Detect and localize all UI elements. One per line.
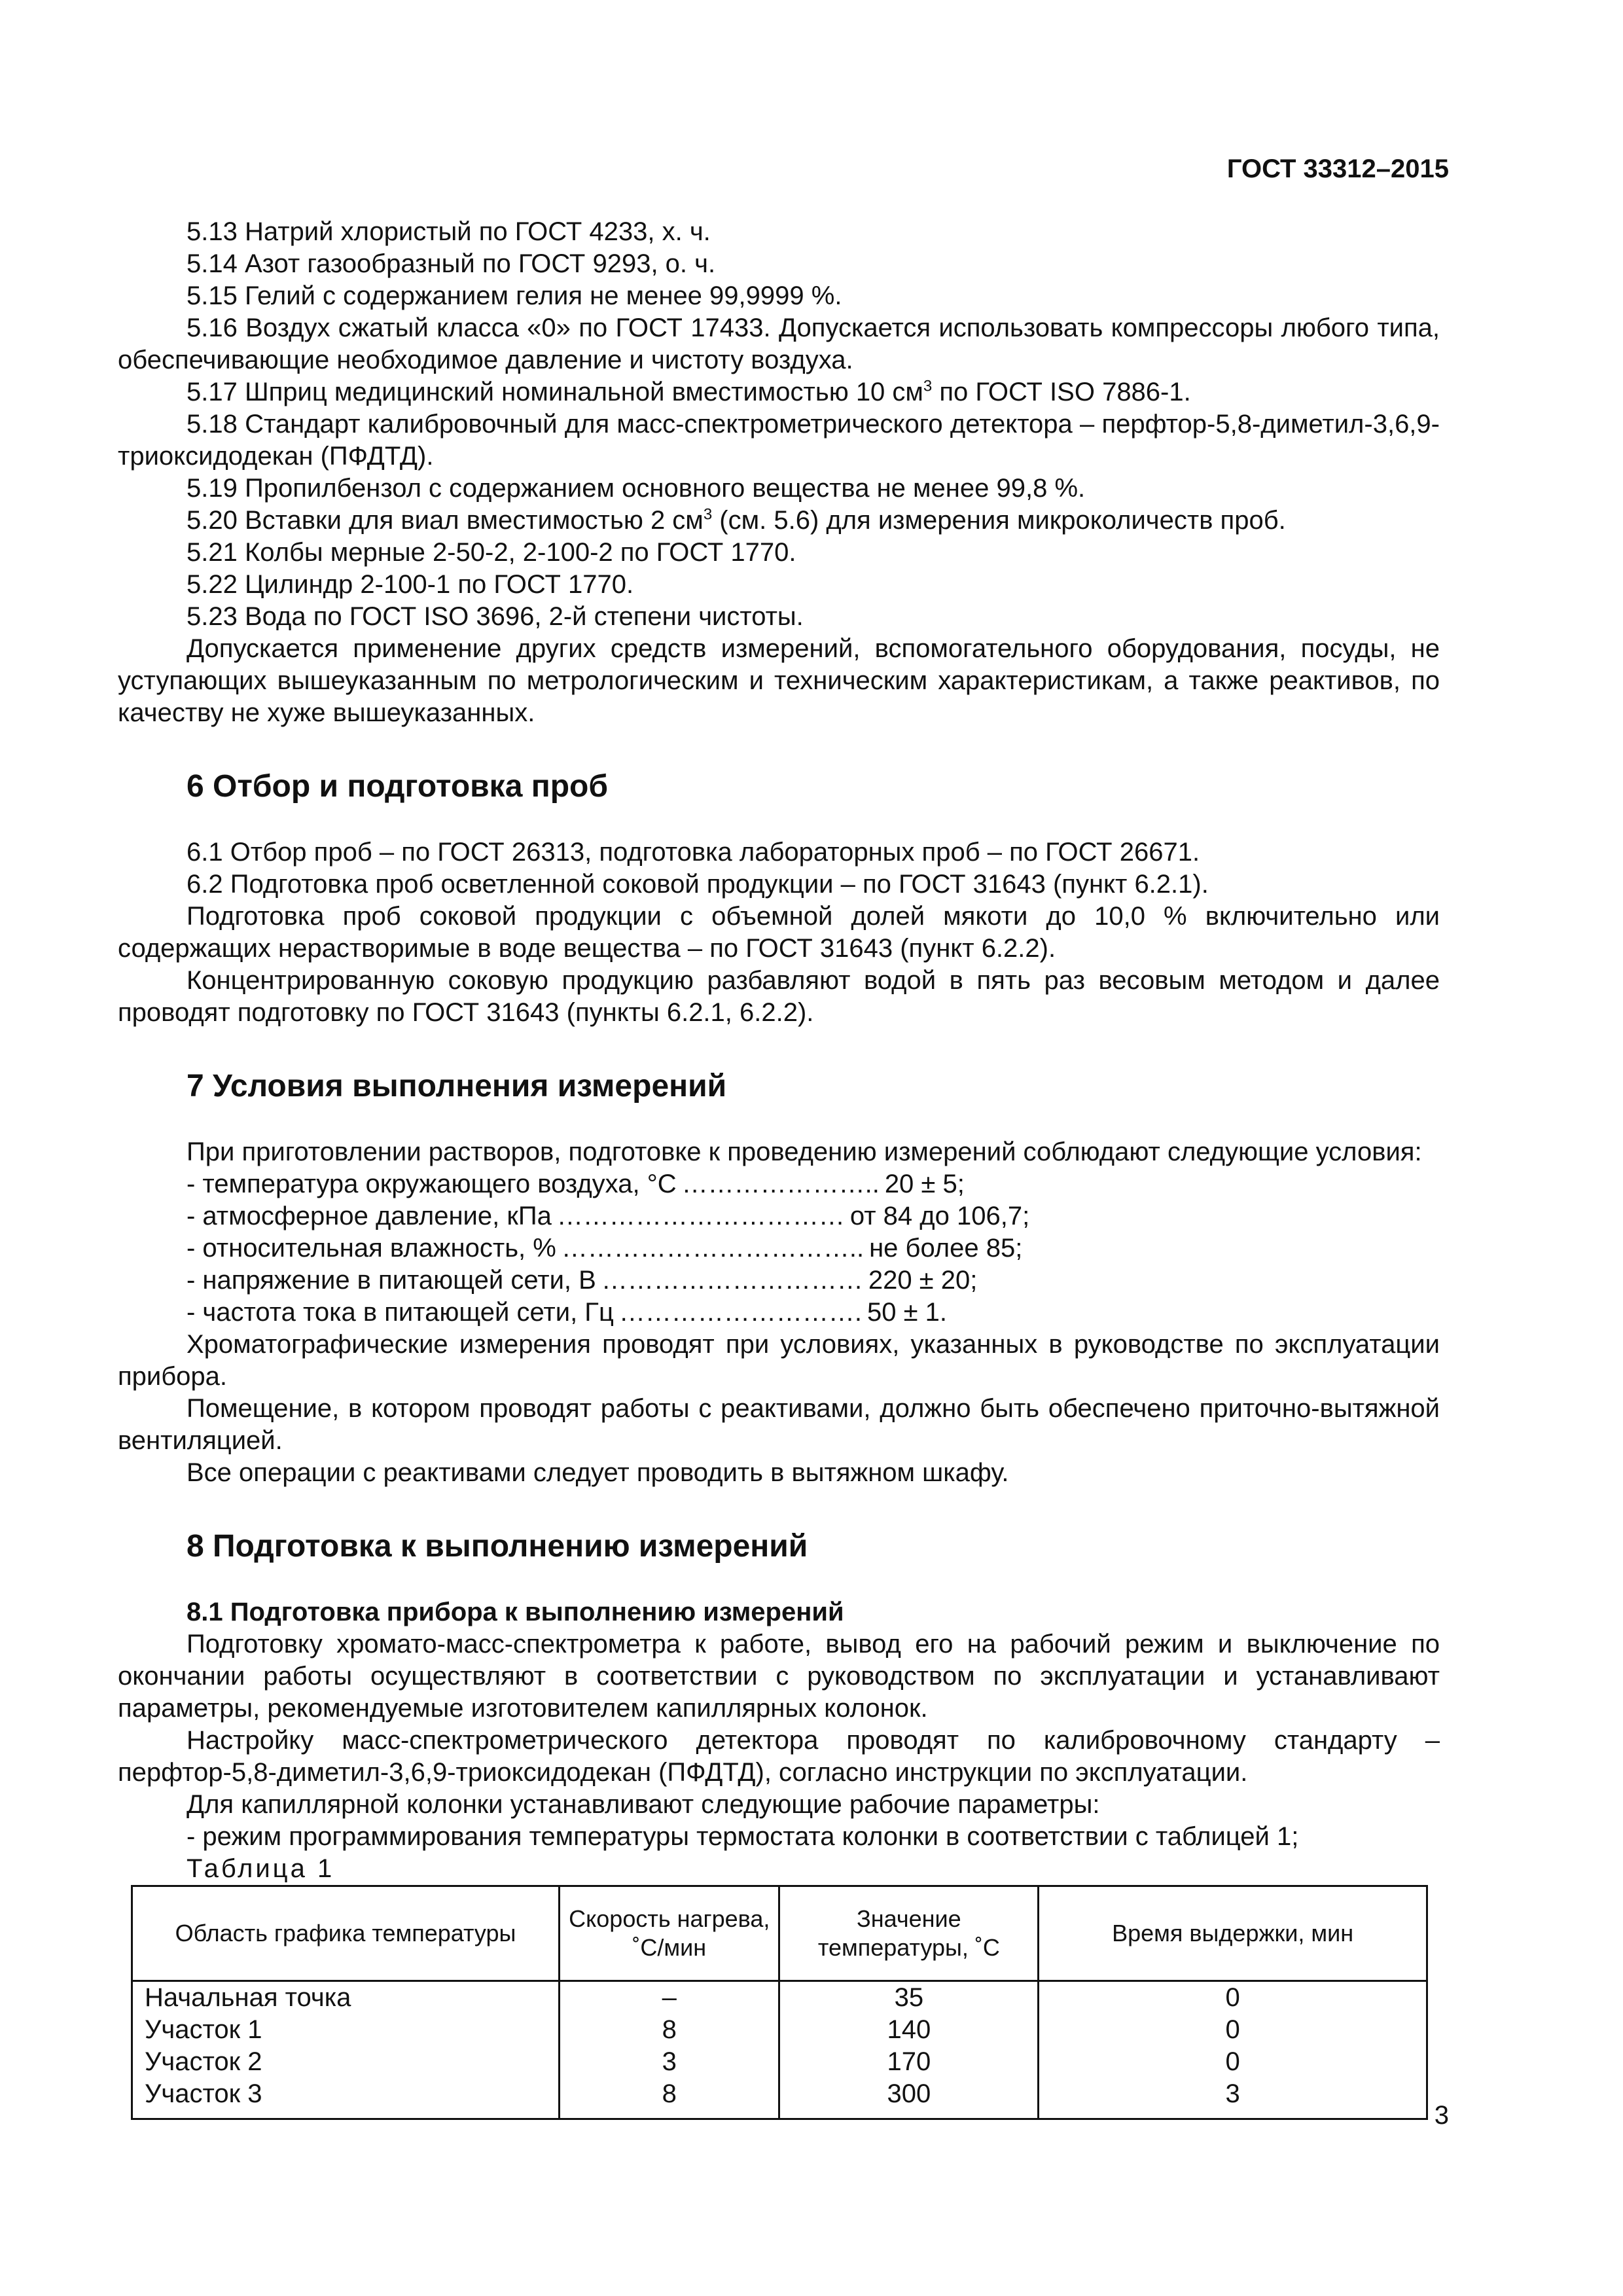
- table-header-row: [132, 1886, 1427, 1981]
- item-5-13: 5.13 Натрий хлористый по ГОСТ 4233, х. ч.: [187, 217, 711, 246]
- item-5-17-text-a: 5.17 Шприц медицинский номинальной вместимостью 10 см: [187, 378, 923, 406]
- table-header-cell: Значение температуры, ˚С: [779, 1886, 1039, 1981]
- table-cell: 3: [1039, 2078, 1427, 2119]
- table-cell: Участок 1: [132, 2014, 560, 2046]
- item-5-18: 5.18 Стандарт калибровочный для масс-спектрометрического детектора – перфтор-5,8-диметил-3,6,9-триоксидодекан (ПФДТД).: [118, 410, 1440, 471]
- condition-label: - температура окружающего воздуха, °С: [187, 1170, 677, 1198]
- table-cell: 35: [779, 1981, 1039, 2015]
- condition-value: не более 85;: [869, 1234, 1023, 1263]
- condition-row: [118, 1232, 1440, 1265]
- item-5-20-text-b: (см. 5.6) для измерения микроколичеств проб.: [712, 506, 1286, 535]
- item-5-17: [118, 376, 1440, 408]
- condition-row: [118, 1265, 1440, 1297]
- condition-row: [118, 1168, 1440, 1200]
- condition-value: 220 ± 20;: [868, 1266, 978, 1295]
- section-8-title: 8 Подготовка к выполнению измерений: [187, 1529, 808, 1564]
- item-5-19: 5.19 Пропилбензол с содержанием основного вещества не менее 99,8 %.: [187, 474, 1086, 503]
- condition-row: [118, 1297, 1440, 1329]
- section7-para-1: Хроматографические измерения проводят при условиях, указанных в руководстве по эксплуатации прибора.: [118, 1330, 1440, 1391]
- table-cell: 0: [1039, 2046, 1427, 2078]
- section8-para-1: Подготовку хромато-масс-спектрометра к работе, вывод его на рабочий режим и выключение по окончании работы осуществляют в соответствии с руководством по эксплуатации и устанавливают параметры, рекомендуемые изготовителем капиллярных колонок.: [118, 1630, 1440, 1723]
- condition-label: - напряжение в питающей сети, В: [187, 1266, 596, 1295]
- section6-para-2: 6.2 Подготовка проб осветленной соковой продукции – по ГОСТ 31643 (пункт 6.2.1).: [187, 870, 1209, 899]
- table-cell: Участок 3: [132, 2078, 560, 2119]
- section6-para-3: Подготовка проб соковой продукции с объемной долей мякоти до 10,0 % включительно или содержащих нерастворимые в воде вещества – по ГОСТ 31643 (пункт 6.2.2).: [118, 902, 1440, 963]
- page-number: 3: [1434, 2101, 1449, 2130]
- section6-para-1: 6.1 Отбор проб – по ГОСТ 26313, подготовка лабораторных проб – по ГОСТ 26671.: [187, 838, 1200, 867]
- item-5-21: 5.21 Колбы мерные 2-50-2, 2-100-2 по ГОСТ 1770.: [187, 538, 796, 567]
- section6-para-4: Концентрированную соковую продукцию разбавляют водой в пять раз весовым методом и далее проводят подготовку по ГОСТ 31643 (пункты 6.2.1, 6.2.2).: [118, 966, 1440, 1027]
- section7-para-3: Все операции с реактивами следует проводить в вытяжном шкафу.: [187, 1458, 1009, 1487]
- table-cell: 8: [560, 2078, 779, 2119]
- document-header: ГОСТ 33312–2015: [1226, 154, 1449, 183]
- item-5-20: [118, 505, 1440, 537]
- section-7-title: 7 Условия выполнения измерений: [187, 1069, 727, 1103]
- condition-value: 50 ± 1.: [867, 1298, 948, 1327]
- condition-leader: ……………………………..: [561, 1234, 865, 1263]
- section5-note: Допускается применение других средств измерений, вспомогательного оборудования, посуды, не уступающих вышеуказанным по метрологическим и техническим характеристикам, а также реактивов, по качеству не хуже вышеуказанных.: [118, 634, 1440, 727]
- table-cell: 0: [1039, 2014, 1427, 2046]
- table-cell: 3: [560, 2046, 779, 2078]
- table-cell: Участок 2: [132, 2046, 560, 2078]
- item-5-22: 5.22 Цилиндр 2-100-1 по ГОСТ 1770.: [187, 570, 634, 599]
- item-5-15: 5.15 Гелий с содержанием гелия не менее 99,9999 %.: [187, 281, 842, 310]
- item-5-23: 5.23 Вода по ГОСТ ISO 3696, 2-й степени чистоты.: [187, 602, 804, 631]
- table-cell: 0: [1039, 1981, 1427, 2015]
- table-row: [132, 2046, 1427, 2078]
- condition-label: - частота тока в питающей сети, Гц: [187, 1298, 614, 1327]
- table-cell: –: [560, 1981, 779, 2015]
- condition-leader: ……………………….: [618, 1298, 862, 1327]
- condition-leader: ……………………………: [556, 1202, 845, 1230]
- section-6-title: 6 Отбор и подготовка проб: [187, 769, 609, 804]
- condition-label: - атмосферное давление, кПа: [187, 1202, 552, 1230]
- condition-value: от 84 до 106,7;: [849, 1202, 1030, 1230]
- section8-para-2: Настройку масс-спектрометрического детектора проводят по калибровочному стандарту – перфтор-5,8-диметил-3,6,9-триоксидодекан (ПФДТД), согласно инструкции по эксплуатации.: [118, 1726, 1440, 1787]
- document-body: [118, 216, 1440, 2120]
- table-row: [132, 2014, 1427, 2046]
- condition-label: - относительная влажность, %: [187, 1234, 556, 1263]
- table-header-cell: Время выдержки, мин: [1039, 1886, 1427, 1981]
- section7-intro: При приготовлении растворов, подготовке к проведению измерений соблюдают следующие условия:: [187, 1138, 1422, 1166]
- table-cell: 140: [779, 2014, 1039, 2046]
- condition-row: [118, 1200, 1440, 1232]
- table-header-cell: Область графика температуры: [132, 1886, 560, 1981]
- table-cell: 8: [560, 2014, 779, 2046]
- item-5-16: 5.16 Воздух сжатый класса «0» по ГОСТ 17433. Допускается использовать компрессоры любого типа, обеспечивающие необходимое давление и чистоту воздуха.: [118, 314, 1440, 374]
- section8-para-3: Для капиллярной колонки устанавливают следующие рабочие параметры:: [187, 1790, 1100, 1819]
- table-cell: Начальная точка: [132, 1981, 560, 2015]
- condition-value: 20 ± 5;: [884, 1170, 965, 1198]
- section7-para-2: Помещение, в котором проводят работы с реактивами, должно быть обеспечено приточно-вытяжной вентиляцией.: [118, 1394, 1440, 1455]
- table-cell: 300: [779, 2078, 1039, 2119]
- condition-leader: …………………..: [681, 1170, 880, 1198]
- table-row: [132, 2078, 1427, 2119]
- table-cell: 170: [779, 2046, 1039, 2078]
- item-5-20-text-a: 5.20 Вставки для виал вместимостью 2 см: [187, 506, 704, 535]
- section8-para-4: - режим программирования температуры термостата колонки в соответствии с таблицей 1;: [187, 1822, 1299, 1851]
- item-5-17-sup: 3: [923, 377, 933, 395]
- item-5-14: 5.14 Азот газообразный по ГОСТ 9293, о. ч.: [187, 249, 716, 278]
- temperature-table: [131, 1885, 1428, 2120]
- section-8-1-title: 8.1 Подготовка прибора к выполнению измерений: [187, 1598, 844, 1626]
- table-row: [132, 1981, 1427, 2015]
- table-header-cell: Скорость нагрева, ˚С/мин: [560, 1886, 779, 1981]
- item-5-17-text-b: по ГОСТ ISO 7886-1.: [932, 378, 1191, 406]
- table-caption: Таблица 1: [187, 1854, 335, 1883]
- condition-leader: …………………………: [601, 1266, 863, 1295]
- item-5-20-sup: 3: [703, 505, 713, 524]
